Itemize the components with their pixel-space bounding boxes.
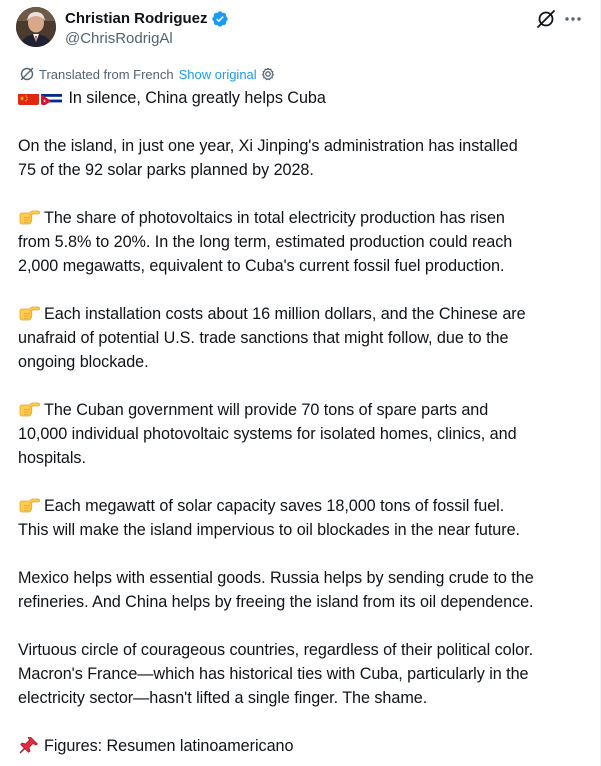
tweet-line: Virtuous circle of courageous countries, regardless of their political color. [18, 641, 534, 659]
tweet-line-with-emoji [18, 206, 590, 230]
tweet-line: 2,000 megawatts, equivalent to Cuba's current fossil fuel production. [18, 257, 505, 275]
show-original-link[interactable]: Show original [178, 66, 257, 82]
tweet-paragraph-1 [18, 134, 590, 182]
tweet-line-with-emoji [18, 734, 590, 758]
tweet-line: hospitals. [18, 449, 86, 467]
tweet-line: ongoing blockade. [18, 353, 149, 371]
tweet-line: 10,000 individual photovoltaic systems for isolated homes, clinics, and [18, 425, 517, 443]
author-name-row [65, 9, 229, 29]
tweet-title: In silence, China greatly helps Cuba [68, 89, 326, 107]
pointing-right-emoji-icon [18, 496, 40, 514]
tweet-paragraph-8 [18, 734, 590, 758]
pointing-right-emoji-icon [18, 304, 40, 322]
tweet-line: from 5.8% to 20%. In the long term, estimated production could reach [18, 233, 513, 251]
tweet-title-line [18, 86, 590, 110]
tweet-line-with-emoji [18, 494, 590, 518]
tweet-line: Figures: Resumen latinoamericano [44, 737, 294, 755]
translation-bar [19, 64, 275, 84]
tweet-line-with-emoji [18, 398, 590, 422]
pointing-right-emoji-icon [18, 400, 40, 418]
tweet-line: refineries. And China helps by freeing the island from its oil dependence. [18, 593, 534, 611]
tweet-line: Macron's France—which has historical ties with Cuba, particularly in the [18, 665, 529, 683]
china-flag-icon [18, 91, 39, 105]
translation-label: Translated from French [39, 66, 174, 82]
pointing-right-emoji-icon [18, 208, 40, 226]
translate-icon [19, 66, 35, 82]
gear-icon[interactable] [261, 67, 275, 81]
tweet-line: This will make the island impervious to oil blockades in the near future. [18, 521, 521, 539]
cuba-flag-icon [41, 91, 62, 105]
tweet-line: 75 of the 92 solar parks planned by 2028. [18, 161, 314, 179]
tweet-paragraph-5 [18, 494, 590, 542]
pushpin-emoji-icon [18, 736, 40, 754]
tweet-line-with-emoji [18, 302, 590, 326]
grok-icon[interactable] [535, 8, 557, 30]
avatar[interactable] [16, 7, 56, 47]
tweet-line: Each megawatt of solar capacity saves 18,000 tons of fossil fuel. [44, 497, 505, 515]
verified-badge-icon [211, 10, 229, 28]
author-display-name[interactable]: Christian Rodriguez [65, 10, 208, 27]
tweet-line: Each installation costs about 16 million dollars, and the Chinese are [44, 305, 526, 323]
tweet-line: The share of photovoltaics in total electricity production has risen [44, 209, 505, 227]
tweet-text [18, 86, 590, 758]
more-icon[interactable] [562, 8, 584, 30]
tweet-paragraph-6 [18, 566, 590, 614]
tweet-line: electricity sector—hasn't lifted a single finger. The shame. [18, 689, 428, 707]
tweet-paragraph-2 [18, 206, 590, 278]
tweet-paragraph-7 [18, 638, 590, 710]
tweet-paragraph-3 [18, 302, 590, 374]
tweet-paragraph-4 [18, 398, 590, 470]
author-handle[interactable]: @ChrisRodrigAl [65, 30, 173, 47]
tweet-line: unafraid of potential U.S. trade sanctions that might follow, due to the [18, 329, 509, 347]
tweet-line: The Cuban government will provide 70 tons of spare parts and [44, 401, 489, 419]
tweet-line: Mexico helps with essential goods. Russia helps by sending crude to the [18, 569, 534, 587]
tweet-line: On the island, in just one year, Xi Jinping's administration has installed [18, 137, 518, 155]
